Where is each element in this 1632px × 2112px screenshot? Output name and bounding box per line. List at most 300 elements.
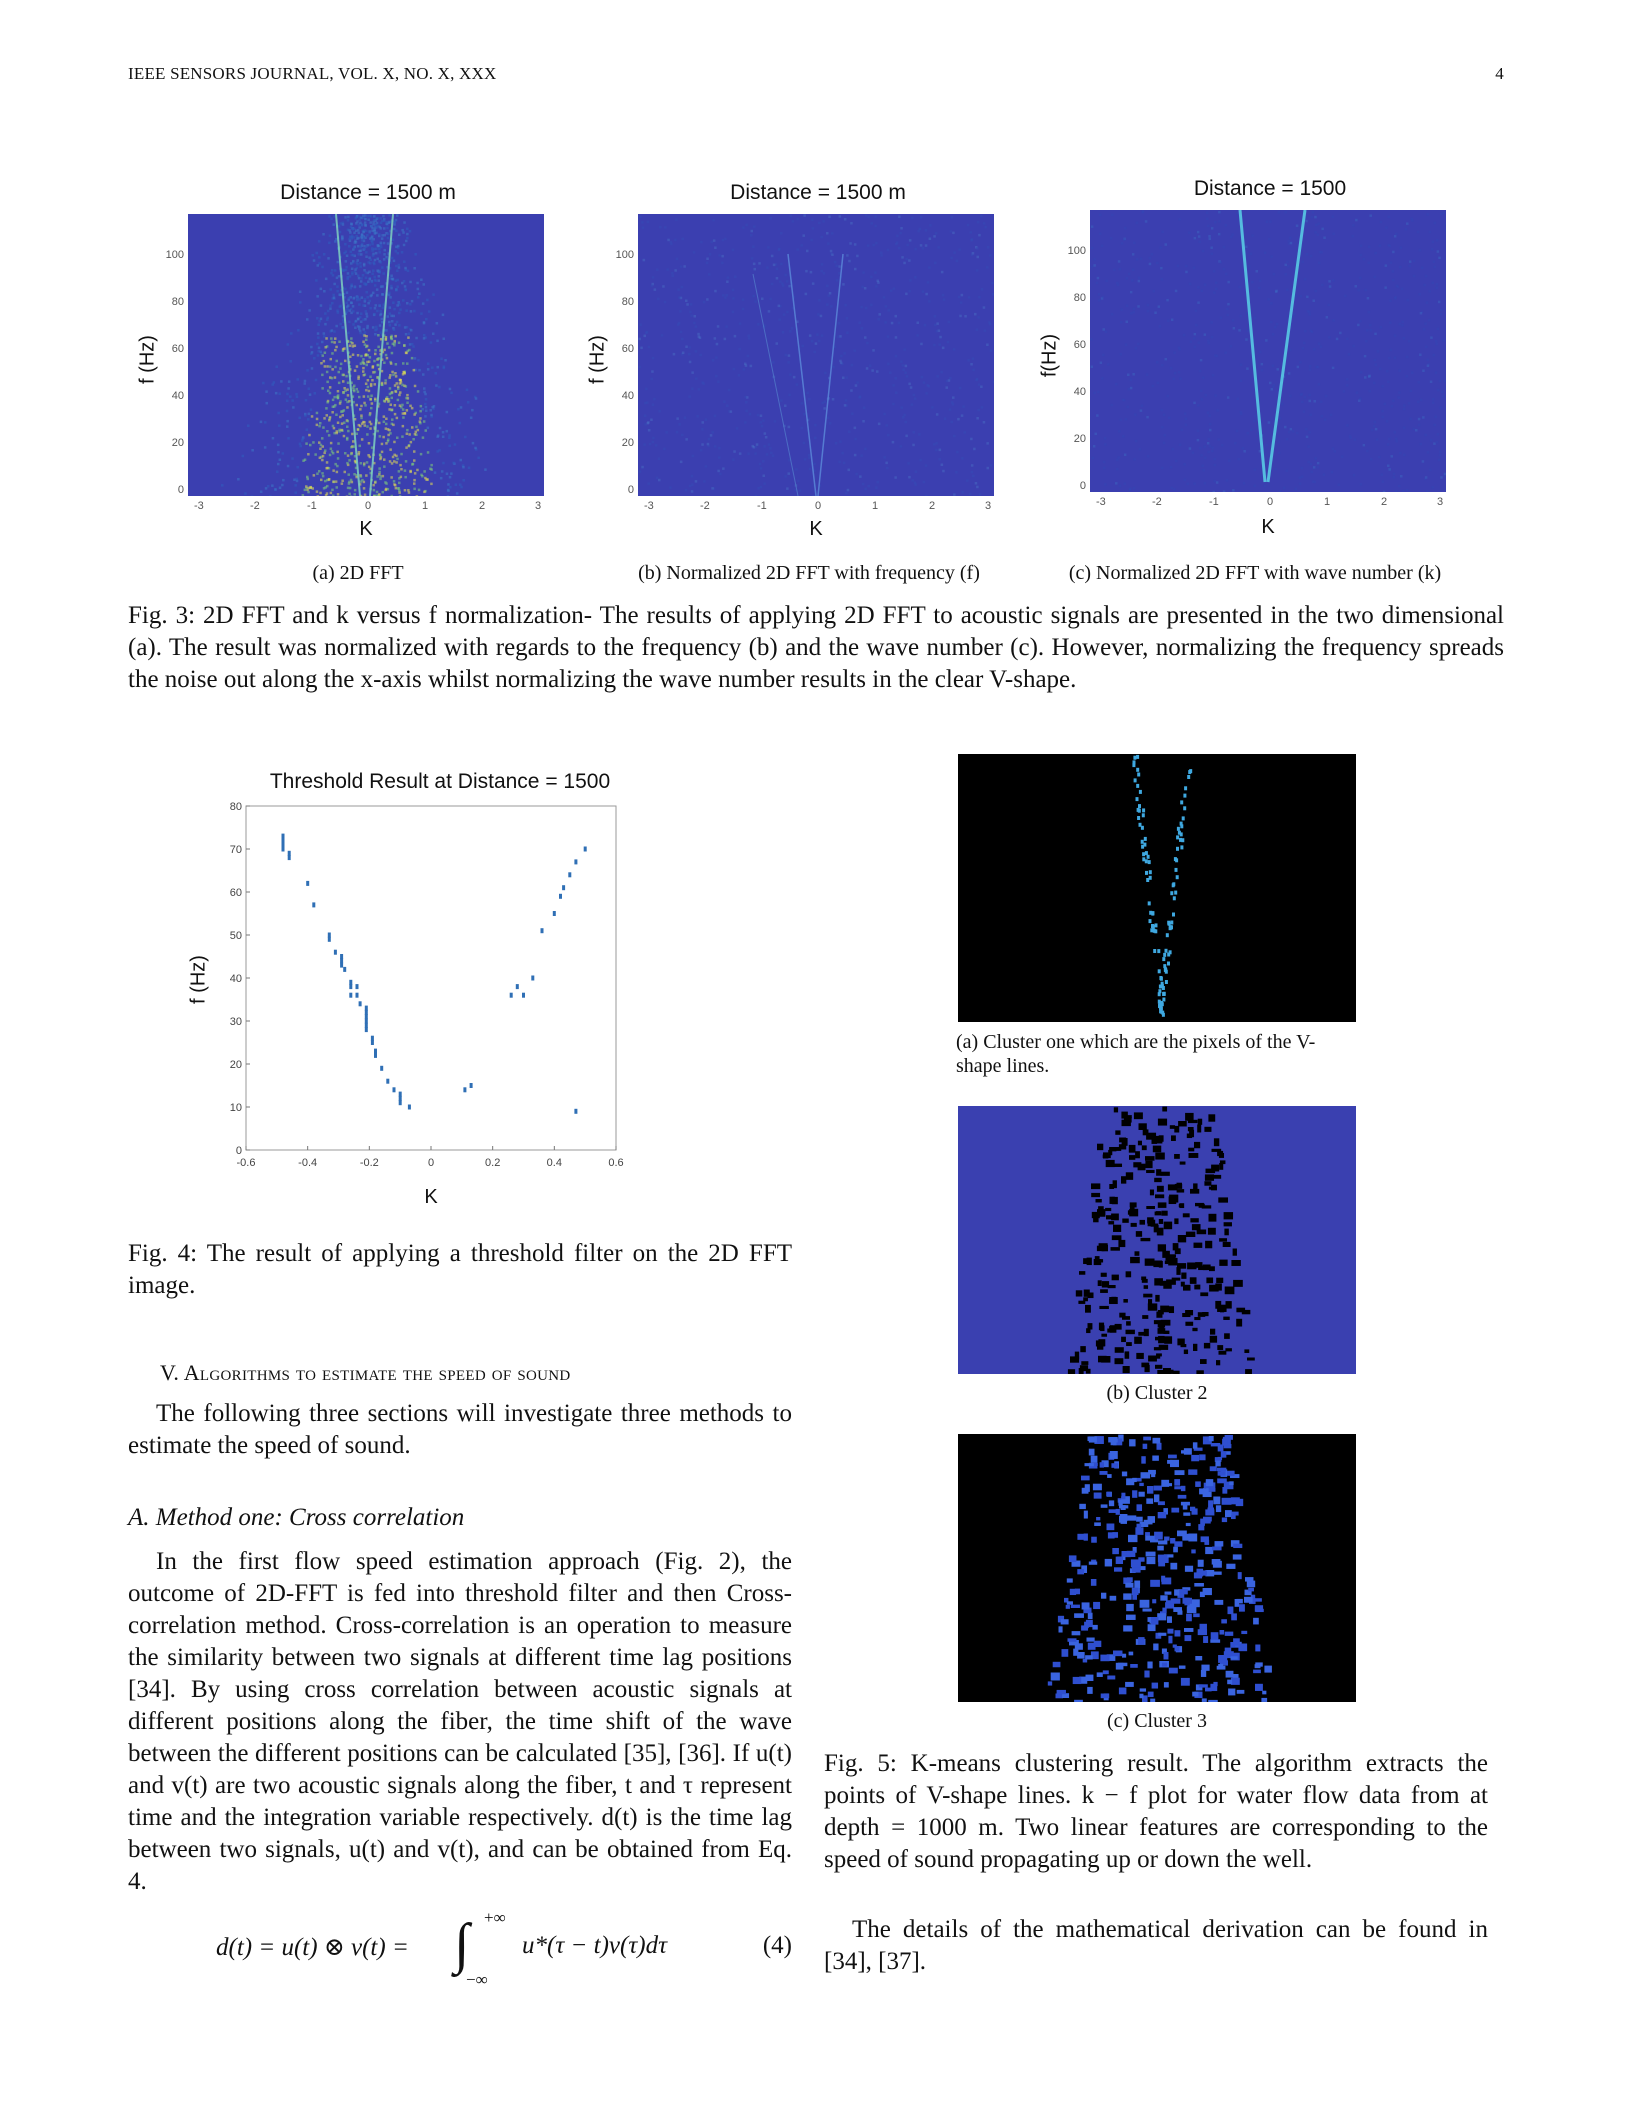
heatmap-cell <box>422 436 425 439</box>
heatmap-cell <box>922 247 925 250</box>
cluster-pixel <box>1094 1522 1101 1526</box>
heatmap-cell <box>1200 398 1203 401</box>
heatmap-cell <box>1253 485 1256 488</box>
heatmap-cell <box>326 345 329 348</box>
cluster-pixel <box>1098 1280 1102 1286</box>
heatmap-cell <box>1385 226 1388 229</box>
cluster-pixel <box>1224 1229 1228 1236</box>
heatmap-cell <box>324 323 327 326</box>
heatmap-cell <box>390 275 393 278</box>
heatmap-cell <box>723 401 726 404</box>
heatmap-cell <box>878 318 881 321</box>
heatmap-cell <box>347 276 350 279</box>
scatter-point <box>365 1006 368 1011</box>
heatmap-cell <box>1306 253 1309 256</box>
cluster-pixel <box>1092 1625 1097 1630</box>
x-tick-label: 0.6 <box>608 1157 624 1169</box>
heatmap-cell <box>1151 253 1154 256</box>
heatmap-cell <box>336 285 339 288</box>
heatmap-cell <box>978 383 981 386</box>
cluster-pixel <box>1126 1478 1134 1485</box>
heatmap-cell <box>674 269 677 272</box>
heatmap-cell <box>405 446 408 449</box>
heatmap-cell <box>900 445 903 448</box>
cluster-pixel <box>1169 926 1172 930</box>
cluster-pixel <box>1165 1592 1172 1595</box>
heatmap-cell <box>911 217 914 220</box>
cluster-pixel <box>1208 1500 1213 1508</box>
heatmap-cell <box>300 445 303 448</box>
heatmap-cell <box>867 244 870 247</box>
heatmap-cell <box>641 466 644 469</box>
heatmap-cell <box>329 416 332 419</box>
heatmap-cell <box>335 414 338 417</box>
heatmap-cell <box>986 344 989 347</box>
cluster-pixel <box>1156 1211 1161 1214</box>
heatmap-cell <box>1278 211 1281 214</box>
heatmap-cell <box>750 365 753 368</box>
cluster-pixel <box>1171 1135 1176 1141</box>
heatmap-cell <box>1168 417 1171 420</box>
heatmap-cell <box>405 333 408 336</box>
heatmap-cell <box>691 388 694 391</box>
heatmap-cell <box>358 298 361 301</box>
right-paragraph: The details of the mathematical derivation can be found in [34], [37]. <box>824 1916 1488 1975</box>
heatmap-cell <box>1214 458 1217 461</box>
heatmap-cell <box>976 329 979 332</box>
cluster-pixel <box>1218 1655 1227 1663</box>
heatmap-cell <box>1427 365 1430 368</box>
heatmap-cell <box>961 491 964 494</box>
cluster-pixel <box>1070 1356 1079 1362</box>
heatmap-cell <box>442 462 445 465</box>
heatmap-cell <box>836 279 839 282</box>
cluster-pixel <box>1183 806 1186 810</box>
cluster-pixel <box>1161 1211 1167 1216</box>
cluster-pixel <box>1122 1219 1128 1223</box>
eq-upper-limit: +∞ <box>484 1908 506 1927</box>
heatmap-cell <box>1407 299 1410 302</box>
heatmap-cell <box>1247 432 1250 435</box>
heatmap-cell <box>714 445 717 448</box>
heatmap-cell <box>766 453 769 456</box>
heatmap-cell <box>423 420 426 423</box>
heatmap-cell <box>934 324 937 327</box>
heatmap-cell <box>1397 286 1400 289</box>
heatmap-cell <box>1351 235 1354 238</box>
fig4-caption: Fig. 4: The result of applying a threshold filter on the 2D FFT image. <box>128 1240 792 1299</box>
heatmap-cell <box>1405 228 1408 231</box>
cluster-pixel <box>1210 1639 1220 1642</box>
cluster-pixel <box>1144 837 1147 841</box>
heatmap-cell <box>349 356 352 359</box>
heatmap-cell <box>986 442 989 445</box>
eq-number: (4) <box>762 1932 792 1959</box>
cluster-pixel <box>1142 1315 1148 1319</box>
heatmap-cell <box>1115 482 1118 485</box>
heatmap-cell <box>851 413 854 416</box>
heatmap-cell <box>983 421 986 424</box>
heatmap-cell <box>1209 414 1212 417</box>
heatmap-cell <box>348 238 351 241</box>
cluster-pixel <box>1135 1151 1140 1158</box>
heatmap-cell <box>345 311 348 314</box>
cluster-pixel <box>1101 1694 1110 1699</box>
heatmap-cell <box>1432 398 1435 401</box>
heatmap-cell <box>394 340 397 343</box>
heatmap-cell <box>366 234 369 237</box>
cluster-pixel <box>1125 1351 1130 1358</box>
heatmap-cell <box>436 450 439 453</box>
scatter-point <box>574 859 577 864</box>
heatmap-cell <box>788 394 791 397</box>
heatmap-cell <box>1334 450 1337 453</box>
heatmap-cell <box>365 277 368 280</box>
heatmap-cell <box>951 216 954 219</box>
heatmap-cell <box>1309 365 1312 368</box>
heatmap-cell <box>1403 404 1406 407</box>
heatmap-cell <box>977 316 980 319</box>
heatmap-cell <box>1171 448 1174 451</box>
heatmap-cell <box>780 232 783 235</box>
heatmap-cell <box>406 362 409 365</box>
heatmap-cell <box>332 425 335 428</box>
x-tick: 1 <box>872 500 879 512</box>
heatmap-cell <box>356 433 359 436</box>
heatmap-cell <box>415 426 418 429</box>
heatmap-cell <box>1318 383 1321 386</box>
heatmap-cell <box>323 360 326 363</box>
heatmap-cell <box>446 430 449 433</box>
heatmap-cell <box>286 425 289 428</box>
heatmap-cell <box>1352 224 1355 227</box>
heatmap-cell <box>403 221 406 224</box>
heatmap-cell <box>1207 339 1210 342</box>
heatmap-raster <box>638 214 994 496</box>
cluster-pixel <box>1140 1566 1145 1570</box>
heatmap-cell <box>1226 314 1229 317</box>
cluster-pixel <box>1116 1557 1123 1564</box>
cluster-pixel <box>1137 773 1140 777</box>
heatmap-cell <box>1213 270 1216 273</box>
cluster-pixel <box>1199 1454 1205 1460</box>
heatmap-cell <box>381 451 384 454</box>
heatmap-cell <box>1197 301 1200 304</box>
cluster-pixel <box>1195 1656 1202 1660</box>
heatmap-cell <box>405 240 408 243</box>
heatmap-cell <box>1183 334 1186 337</box>
heatmap-cell <box>1370 329 1373 332</box>
cluster-pixel <box>1146 1206 1155 1209</box>
cluster-pixel <box>1098 1356 1107 1363</box>
heatmap-cell <box>316 490 319 493</box>
heatmap-cell <box>371 281 374 284</box>
heatmap-cell <box>286 393 289 396</box>
heatmap-cell <box>1356 391 1359 394</box>
heatmap-cell <box>1331 471 1334 474</box>
heatmap-cell <box>751 257 754 260</box>
heatmap-cell <box>1429 231 1432 234</box>
heatmap-cell <box>364 494 367 497</box>
heatmap-cell <box>752 246 755 249</box>
cluster-pixel <box>1200 1359 1207 1364</box>
y-tick: 100 <box>165 249 184 261</box>
heatmap-cell <box>934 262 937 265</box>
heatmap-cell <box>977 256 980 259</box>
heatmap-cell <box>1180 429 1183 432</box>
cluster-pixel <box>1178 1235 1186 1242</box>
cluster-pixel <box>1226 1671 1234 1678</box>
heatmap-cell <box>424 415 427 418</box>
heatmap-cell <box>357 259 360 262</box>
cluster-pixel <box>1145 1365 1150 1372</box>
cluster-pixel <box>1048 1681 1052 1685</box>
cluster-pixel <box>1221 1451 1227 1457</box>
heatmap-cell <box>864 448 867 451</box>
heatmap-cell <box>339 402 342 405</box>
cluster-pixel <box>1189 769 1192 773</box>
heatmap-cell <box>1368 311 1371 314</box>
heatmap-cell <box>765 436 768 439</box>
heatmap-cell <box>1207 442 1210 445</box>
heatmap-cell <box>1213 480 1216 483</box>
heatmap-cell <box>390 335 393 338</box>
cluster-pixel <box>1155 1194 1164 1198</box>
heatmap-cell <box>328 242 331 245</box>
heatmap-cell <box>714 290 717 293</box>
heatmap-cell <box>406 394 409 397</box>
heatmap-cell <box>726 294 729 297</box>
heatmap-cell <box>362 421 365 424</box>
heatmap-cell <box>346 302 349 305</box>
heatmap-cell <box>1411 371 1414 374</box>
heatmap-cell <box>380 310 383 313</box>
heatmap-cell <box>305 399 308 402</box>
cluster-pixel <box>1153 1438 1161 1444</box>
heatmap-cell <box>903 262 906 265</box>
cluster-pixel <box>1158 1512 1166 1518</box>
heatmap-cell <box>1226 308 1229 311</box>
heatmap-cell <box>385 423 388 426</box>
heatmap-cell <box>404 469 407 472</box>
heatmap-cell <box>721 255 724 258</box>
scatter-point <box>408 1105 411 1110</box>
heatmap-cell <box>1364 289 1367 292</box>
heatmap-cell <box>436 340 439 343</box>
heatmap-cell <box>645 332 648 335</box>
cluster-pixel <box>1181 1450 1190 1453</box>
heatmap-cell <box>721 262 724 265</box>
heatmap-cell <box>678 296 681 299</box>
heatmap-cell <box>862 271 865 274</box>
heatmap-cell <box>1355 285 1358 288</box>
cluster-pixel <box>1127 1515 1136 1520</box>
heatmap-cell <box>705 419 708 422</box>
heatmap-cell <box>405 460 408 463</box>
cluster-pixel <box>1112 1275 1119 1281</box>
cluster-pixel <box>1221 1619 1227 1623</box>
heatmap-cell <box>659 226 662 229</box>
heatmap-cell <box>826 232 829 235</box>
cluster-pixel <box>1194 1243 1203 1248</box>
heatmap-cell <box>389 324 392 327</box>
cluster-pixel <box>1233 1280 1243 1287</box>
heatmap-cell <box>369 278 372 281</box>
heatmap-cell <box>353 236 356 239</box>
heatmap-cell <box>647 221 650 224</box>
cluster-pixel <box>1158 1540 1167 1544</box>
heatmap-cell <box>323 417 326 420</box>
cluster-pixel <box>1156 1312 1162 1318</box>
cluster-pixel <box>1081 1476 1090 1481</box>
cluster-pixel <box>1228 1607 1234 1615</box>
heatmap-cell <box>753 225 756 228</box>
cluster-pixel <box>1083 1297 1088 1301</box>
heatmap-cell <box>427 368 430 371</box>
cluster-pixel <box>1147 855 1150 859</box>
heatmap-cell <box>420 453 423 456</box>
heatmap-cell <box>1193 482 1196 485</box>
heatmap-cell <box>1132 253 1135 256</box>
heatmap-cell <box>1198 241 1201 244</box>
heatmap-cell <box>316 295 319 298</box>
cluster-pixel <box>1177 1339 1184 1346</box>
heatmap-cell <box>396 458 399 461</box>
cluster-pixel <box>1165 1370 1174 1374</box>
heatmap-cell <box>885 462 888 465</box>
cluster-pixel <box>1114 1567 1122 1571</box>
heatmap-cell <box>353 297 356 300</box>
cluster-pixel <box>1118 1240 1125 1247</box>
cluster-pixel <box>1170 1538 1175 1544</box>
heatmap-cell <box>398 342 401 345</box>
heatmap-cell <box>1441 391 1444 394</box>
heatmap-cell <box>1376 438 1379 441</box>
cluster-pixel <box>1241 1631 1247 1634</box>
heatmap-cell <box>304 380 307 383</box>
cluster-pixel <box>1170 1125 1175 1129</box>
heatmap-cell <box>1115 383 1118 386</box>
cluster-pixel <box>1123 1366 1130 1373</box>
scatter-point <box>553 911 556 916</box>
heatmap-cell <box>1425 346 1428 349</box>
heatmap-cell <box>383 258 386 261</box>
heatmap-cell <box>374 307 377 310</box>
y-tick: 20 <box>171 437 184 449</box>
heatmap-cell <box>1296 432 1299 435</box>
cluster-pixel <box>1175 1184 1182 1189</box>
cluster-pixel <box>1126 1172 1133 1180</box>
heatmap-cell <box>1245 338 1248 341</box>
heatmap-cell <box>419 422 422 425</box>
heatmap-cell <box>1145 220 1148 223</box>
heatmap-cell <box>287 343 290 346</box>
heatmap-cell <box>1204 457 1207 460</box>
heatmap-cell <box>808 417 811 420</box>
cluster-pixel <box>1164 1537 1169 1541</box>
heatmap-cell <box>935 442 938 445</box>
heatmap-cell <box>373 238 376 241</box>
y-tick: 40 <box>621 390 634 402</box>
heatmap-cell <box>351 433 354 436</box>
heatmap-cell <box>860 306 863 309</box>
cluster-pixel <box>1231 1678 1240 1685</box>
heatmap-cell <box>440 477 443 480</box>
heatmap-cell <box>918 433 921 436</box>
heatmap-cell <box>850 389 853 392</box>
heatmap-cell <box>1439 451 1442 454</box>
scatter-point <box>399 1100 402 1105</box>
heatmap-cell <box>981 288 984 291</box>
scatter-point <box>334 950 337 955</box>
heatmap-cell <box>1436 283 1439 286</box>
heatmap-cell <box>436 322 439 325</box>
heatmap-cell <box>378 279 381 282</box>
heatmap-cell <box>364 404 367 407</box>
cluster-pixel <box>1093 1484 1102 1491</box>
heatmap-cell <box>1102 354 1105 357</box>
heatmap-cell <box>379 217 382 220</box>
subsection-heading: A. Method one: Cross correlation <box>128 1504 465 1531</box>
cluster-pixel <box>1145 851 1148 855</box>
heatmap-cell <box>369 414 372 417</box>
heatmap-cell <box>947 341 950 344</box>
heatmap-cell <box>1284 426 1287 429</box>
cluster-pixel <box>1107 1474 1112 1478</box>
cluster-pixel <box>1244 1349 1249 1353</box>
heatmap-cell <box>1329 285 1332 288</box>
heatmap-cell <box>362 304 365 307</box>
heatmap-cell <box>1254 415 1257 418</box>
heatmap-cell <box>343 252 346 255</box>
cluster-pixel <box>1170 1460 1179 1467</box>
heatmap-cell <box>1394 356 1397 359</box>
heatmap-cell <box>312 441 315 444</box>
heatmap-cell <box>826 285 829 288</box>
heatmap-cell <box>803 214 806 217</box>
heatmap-cell <box>335 325 338 328</box>
heatmap-cell <box>970 239 973 242</box>
heatmap-cell <box>1355 219 1358 222</box>
heatmap-cell <box>1446 274 1447 277</box>
heatmap-cell <box>900 360 903 363</box>
heatmap-cell <box>415 337 418 340</box>
heatmap-cell <box>316 418 319 421</box>
heatmap-cell <box>430 468 433 471</box>
heatmap-cell <box>901 256 904 259</box>
cluster-pixel <box>1116 1509 1120 1515</box>
cluster-pixel <box>1136 768 1139 772</box>
heatmap-cell <box>329 234 332 237</box>
heatmap-cell <box>655 444 658 447</box>
heatmap-cell <box>435 372 438 375</box>
heatmap-cell <box>373 261 376 264</box>
heatmap-cell <box>1261 369 1264 372</box>
heatmap-cell <box>324 352 327 355</box>
heatmap-cell <box>902 416 905 419</box>
heatmap-cell <box>739 348 742 351</box>
heatmap-cell <box>1201 289 1204 292</box>
cluster-pixel <box>1084 1622 1089 1628</box>
heatmap-cell <box>396 304 399 307</box>
heatmap-cell <box>742 298 745 301</box>
heatmap-cell <box>650 419 653 422</box>
heatmap-cell <box>1130 387 1133 390</box>
heatmap-cell <box>1430 336 1433 339</box>
heatmap-cell <box>719 473 722 476</box>
cluster-pixel <box>1098 1339 1105 1346</box>
cluster-pixel <box>1201 1665 1209 1671</box>
